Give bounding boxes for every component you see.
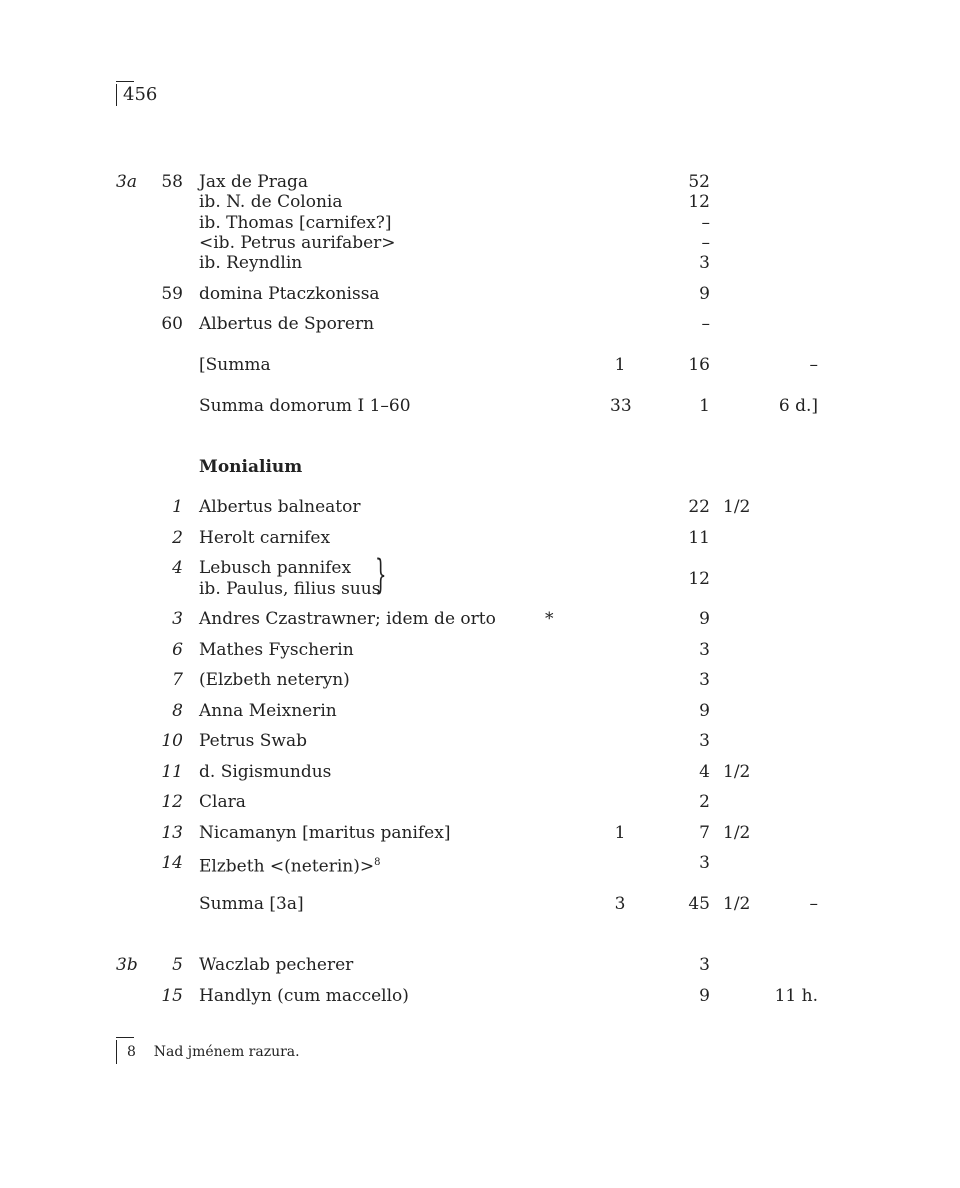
house-number: 59 [161, 284, 183, 304]
amount-col2: 22 [688, 497, 710, 517]
amount-fraction: 1/2 [723, 762, 751, 782]
owner-name: Jax de Praga [199, 172, 309, 192]
amount-col2: 3 [699, 731, 710, 751]
owner-name: Albertus de Sporern [199, 314, 375, 334]
amount-fraction: 1/2 [723, 894, 751, 914]
amount-col1: 33 [610, 396, 632, 416]
amount-fraction: 1/2 [723, 497, 751, 517]
owner-name: Elzbeth <(neterin)>$^8$ [199, 856, 381, 877]
amount-col2: 11 [688, 528, 710, 548]
amount-col1: 1 [614, 823, 626, 843]
amount-fraction: 1/2 [723, 823, 751, 843]
house-number: 2 [172, 528, 183, 548]
owner-name: <ib. Petrus aurifaber> [199, 233, 396, 253]
amount-col2: 1 [699, 396, 710, 416]
amount-col2: 9 [699, 609, 710, 629]
owner-name: Nicamanyn [maritus panifex] [199, 823, 451, 843]
amount-col3: – [809, 355, 818, 375]
amount-col3: 11 h. [774, 986, 818, 1006]
amount-col2: 3 [699, 955, 710, 975]
amount-col2: 3 [699, 640, 710, 660]
house-number: 1 [172, 497, 183, 517]
owner-name: Anna Meixnerin [199, 701, 337, 721]
amount-col1: 3 [614, 894, 626, 914]
amount-col2: – [701, 233, 710, 253]
footnote-reference: 8 [374, 857, 381, 868]
amount-col2: 3 [699, 853, 710, 873]
amount-col2: 2 [699, 792, 710, 812]
owner-name: ib. N. de Colonia [199, 192, 343, 212]
amount-col2: 52 [688, 172, 710, 192]
owner-name: Petrus Swab [199, 731, 307, 751]
amount-col2: 45 [688, 894, 710, 914]
amount-col2: 16 [688, 355, 710, 375]
amount-col2: 9 [699, 701, 710, 721]
house-number: 11 [161, 762, 183, 782]
owner-name: Mathes Fyscherin [199, 640, 354, 660]
house-number: 14 [161, 853, 183, 873]
page-number: 456 [116, 84, 157, 106]
amount-col2: – [701, 314, 710, 334]
house-number: 8 [172, 701, 183, 721]
owner-name: Clara [199, 792, 246, 812]
footnote-number: 8 [127, 1044, 136, 1060]
amount-col2: 9 [699, 986, 710, 1006]
amount-col2: 12 [688, 192, 710, 212]
owner-name: ib. Thomas [carnifex?] [199, 213, 392, 233]
amount-col2: 9 [699, 284, 710, 304]
amount-col1: 1 [614, 355, 626, 375]
house-number: 10 [161, 731, 183, 751]
owner-name: ib. Reyndlin [199, 253, 303, 273]
owner-name: Lebusch pannifex [199, 558, 352, 578]
house-number: 60 [161, 314, 183, 334]
owner-name: d. Sigismundus [199, 762, 332, 782]
house-number: 58 [161, 172, 183, 192]
amount-col2: – [701, 213, 710, 233]
owner-name: Herolt carnifex [199, 528, 331, 548]
amount-col2: 3 [699, 670, 710, 690]
owner-name: Summa [3a] [199, 894, 304, 914]
house-number: 15 [161, 986, 183, 1006]
house-number: 4 [172, 558, 183, 578]
asterisk-mark: * [545, 609, 554, 629]
owner-name: Summa domorum I 1–60 [199, 396, 411, 416]
house-number: 7 [172, 670, 183, 690]
house-number: 12 [161, 792, 183, 812]
owner-name: domina Ptaczkonissa [199, 284, 380, 304]
footnote [116, 1040, 300, 1064]
amount-col2: 3 [699, 253, 710, 273]
owner-name: Waczlab pecherer [199, 955, 354, 975]
grouping-brace: } [375, 552, 387, 598]
owner-name: Andres Czastrawner; idem de orto [199, 609, 496, 629]
owner-name: (Elzbeth neteryn) [199, 670, 350, 690]
amount-col2: 7 [699, 823, 710, 843]
house-number: 5 [172, 955, 183, 975]
amount-col3: – [809, 894, 818, 914]
footnote-text: Nad jménem razura. [153, 1044, 300, 1060]
section-label: 3b [116, 955, 138, 975]
house-number: 13 [161, 823, 183, 843]
owner-name: ib. Paulus, filius suus [199, 579, 381, 599]
section-label: 3a [116, 172, 137, 192]
owner-name: Handlyn (cum maccello) [199, 986, 409, 1006]
section-heading: Monialium [199, 457, 303, 477]
house-number: 3 [172, 609, 183, 629]
owner-name: [Summa [199, 355, 271, 375]
amount-col3: 6 d.] [778, 396, 818, 416]
owner-name: Albertus balneator [199, 497, 361, 517]
house-number: 6 [172, 640, 183, 660]
amount-col2: 4 [699, 762, 710, 782]
amount-col2: 12 [688, 569, 710, 589]
